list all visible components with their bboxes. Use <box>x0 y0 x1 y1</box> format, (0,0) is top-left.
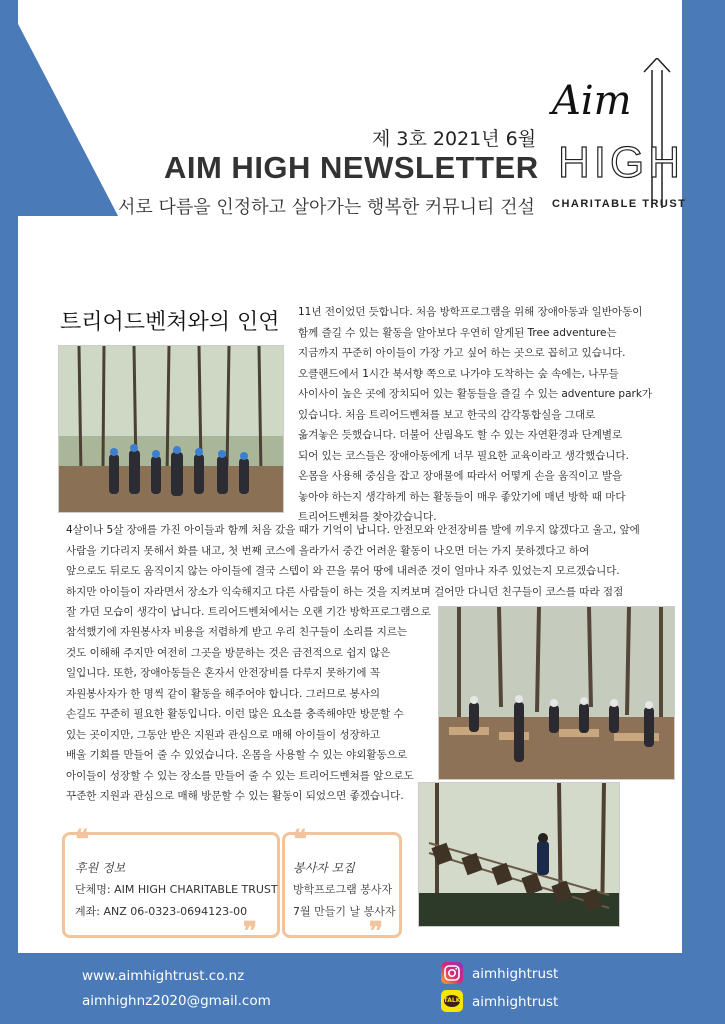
sponsor-info-box <box>62 825 280 947</box>
kakaotalk-icon-text: TALK <box>443 997 461 1004</box>
close-quote-icon: ❞ <box>243 917 257 947</box>
close-quote-icon: ❞ <box>369 917 383 947</box>
benches-group-photo <box>438 606 675 780</box>
logo-high-text: HIGH <box>558 138 684 187</box>
logo-trust-text: CHARITABLE TRUST <box>552 198 687 210</box>
aim-high-logo <box>548 58 687 218</box>
ropes-course-photo <box>418 782 620 927</box>
footer-email[interactable]: aimhighnz2020@gmail.com <box>82 993 271 1009</box>
kakaotalk-icon[interactable] <box>441 990 463 1012</box>
footer-instagram-handle[interactable]: aimhightrust <box>472 966 559 982</box>
volunteer-box-title: 봉사자 모집 <box>293 861 355 875</box>
article-paragraph-1: 11년 전이었던 듯합니다. 처음 방학프로그램을 위해 장애아동과 일반아동이 함께 즐길 수 있는 활동을 알아보다 우연히 알게된 Tree adventure는 지금까지 꾸준히 아이들이 가장 가고 싶어 하는 곳으로 꼽히고 있습니다. 오클랜드에서 1시간 북서향 쪽으로 나가야 도착하는 숲 속에는, 나무들 사이사이 높은 곳에 장치되어 있는 활동들을 즐길 수 있는 adventure park가 있습니다. 처음 트리어드벤쳐를 보고 한국의 감각통합실을 그대로 옮겨놓은 듯했습니다. 더불어 산림욕도 할 수 있는 자연환경과 단계별로 되어 있는 코스들은 장애아동에게 너무 필요한 교육이라고 생각했습니다. 온몸을 사용해 중심을 잡고 장애물에 따라서 어떻게 손을 움직이고 발을 놓아야 하는지 생각하게 하는 활동들이 매우 좋았기에 매년 방학 때 마다 트리어드벤쳐를 찾아갔습니다. <box>298 306 653 523</box>
forest-group-photo <box>58 345 284 513</box>
article-paragraph-2: 4살이나 5살 장애를 가진 아이들과 함께 처음 갔을 때가 기억이 납니다. 안전모와 안전장비를 발에 끼우지 않겠다고 울고, 앞에 사람을 기다리지 못해서 화를 내고, 첫 번째 코스에 올라가서 중간 어려운 활동이 나오면 더는 가지 못하겠다고 하여 앞으로도 뒤로도 움직이지 않는 아이들에 결국 스텝이 와 끈을 묶어 땅에 내려준 것이 얼마나 자주 있었는지 모르겠습니다. 하지만 아이들이 자라면서 장소가 익숙해지고 다른 사람들이 하는 것을 지켜보며 걸어만 다니던 친구들이 코스를 따라 점점 잘 가던 모습이 생각이 납니다. 트리어드벤쳐에서는 오랜 기간 방학프로그램으로 <box>66 524 640 618</box>
open-quote-icon: ❝ <box>293 825 307 855</box>
sponsor-account: 계좌: ANZ 06-0323-0694123-00 <box>75 905 248 918</box>
newsletter-title: AIM HIGH NEWSLETTER <box>164 150 539 185</box>
volunteer-info-box <box>282 825 402 947</box>
article-title: 트리어드벤쳐와의 인연 <box>60 310 280 335</box>
sponsor-org-name: 단체명: AIM HIGH CHARITABLE TRUST <box>75 883 278 896</box>
newsletter-subtitle: 서로 다름을 인정하고 살아가는 행복한 커뮤니티 건설 <box>118 197 535 218</box>
footer-website[interactable]: www.aimhightrust.co.nz <box>82 968 245 984</box>
footer-kakao-handle[interactable]: aimhightrust <box>472 994 559 1010</box>
open-quote-icon: ❝ <box>75 825 89 855</box>
sponsor-box-title: 후원 정보 <box>75 861 126 875</box>
article-paragraph-3: 참석했기에 자원봉사자 비용을 저렴하게 받고 우리 친구들이 소리를 지르는 것도 이해해 주지만 여전히 그곳을 방문하는 것은 금전적으로 쉽지 않은 일입니다. 또한, 장애아동들은 혼자서 안전장비를 다루지 못하기에 꼭 자원봉사자가 한 명씩 같이 활동을 해주어야 합니다. 그러므로 봉사의 손길도 꾸준히 필요한 활동입니다. 이런 많은 요소를 충족해야만 방문할 수 있는 곳이지만, 그동안 받은 지원과 관심으로 매해 아이들이 성장하고 배울 기회를 만들어 줄 수 있었습니다. 온몸을 사용할 수 있는 야외활동으로 아이들이 성장할 수 있는 장소를 만들어 줄 수 있는 트리어드벤쳐를 앞으로도 꾸준한 지원과 관심으로 매해 방문할 수 있는 활동이 되었으면 좋겠습니다. <box>66 626 414 802</box>
issue-date: 제 3호 2021년 6월 <box>372 128 537 150</box>
logo-aim-text: Aim <box>552 78 632 124</box>
instagram-icon[interactable] <box>441 962 463 984</box>
volunteer-role-2: 7월 만들기 날 봉사자 <box>293 905 396 918</box>
volunteer-role-1: 방학프로그램 봉사자 <box>293 883 393 896</box>
